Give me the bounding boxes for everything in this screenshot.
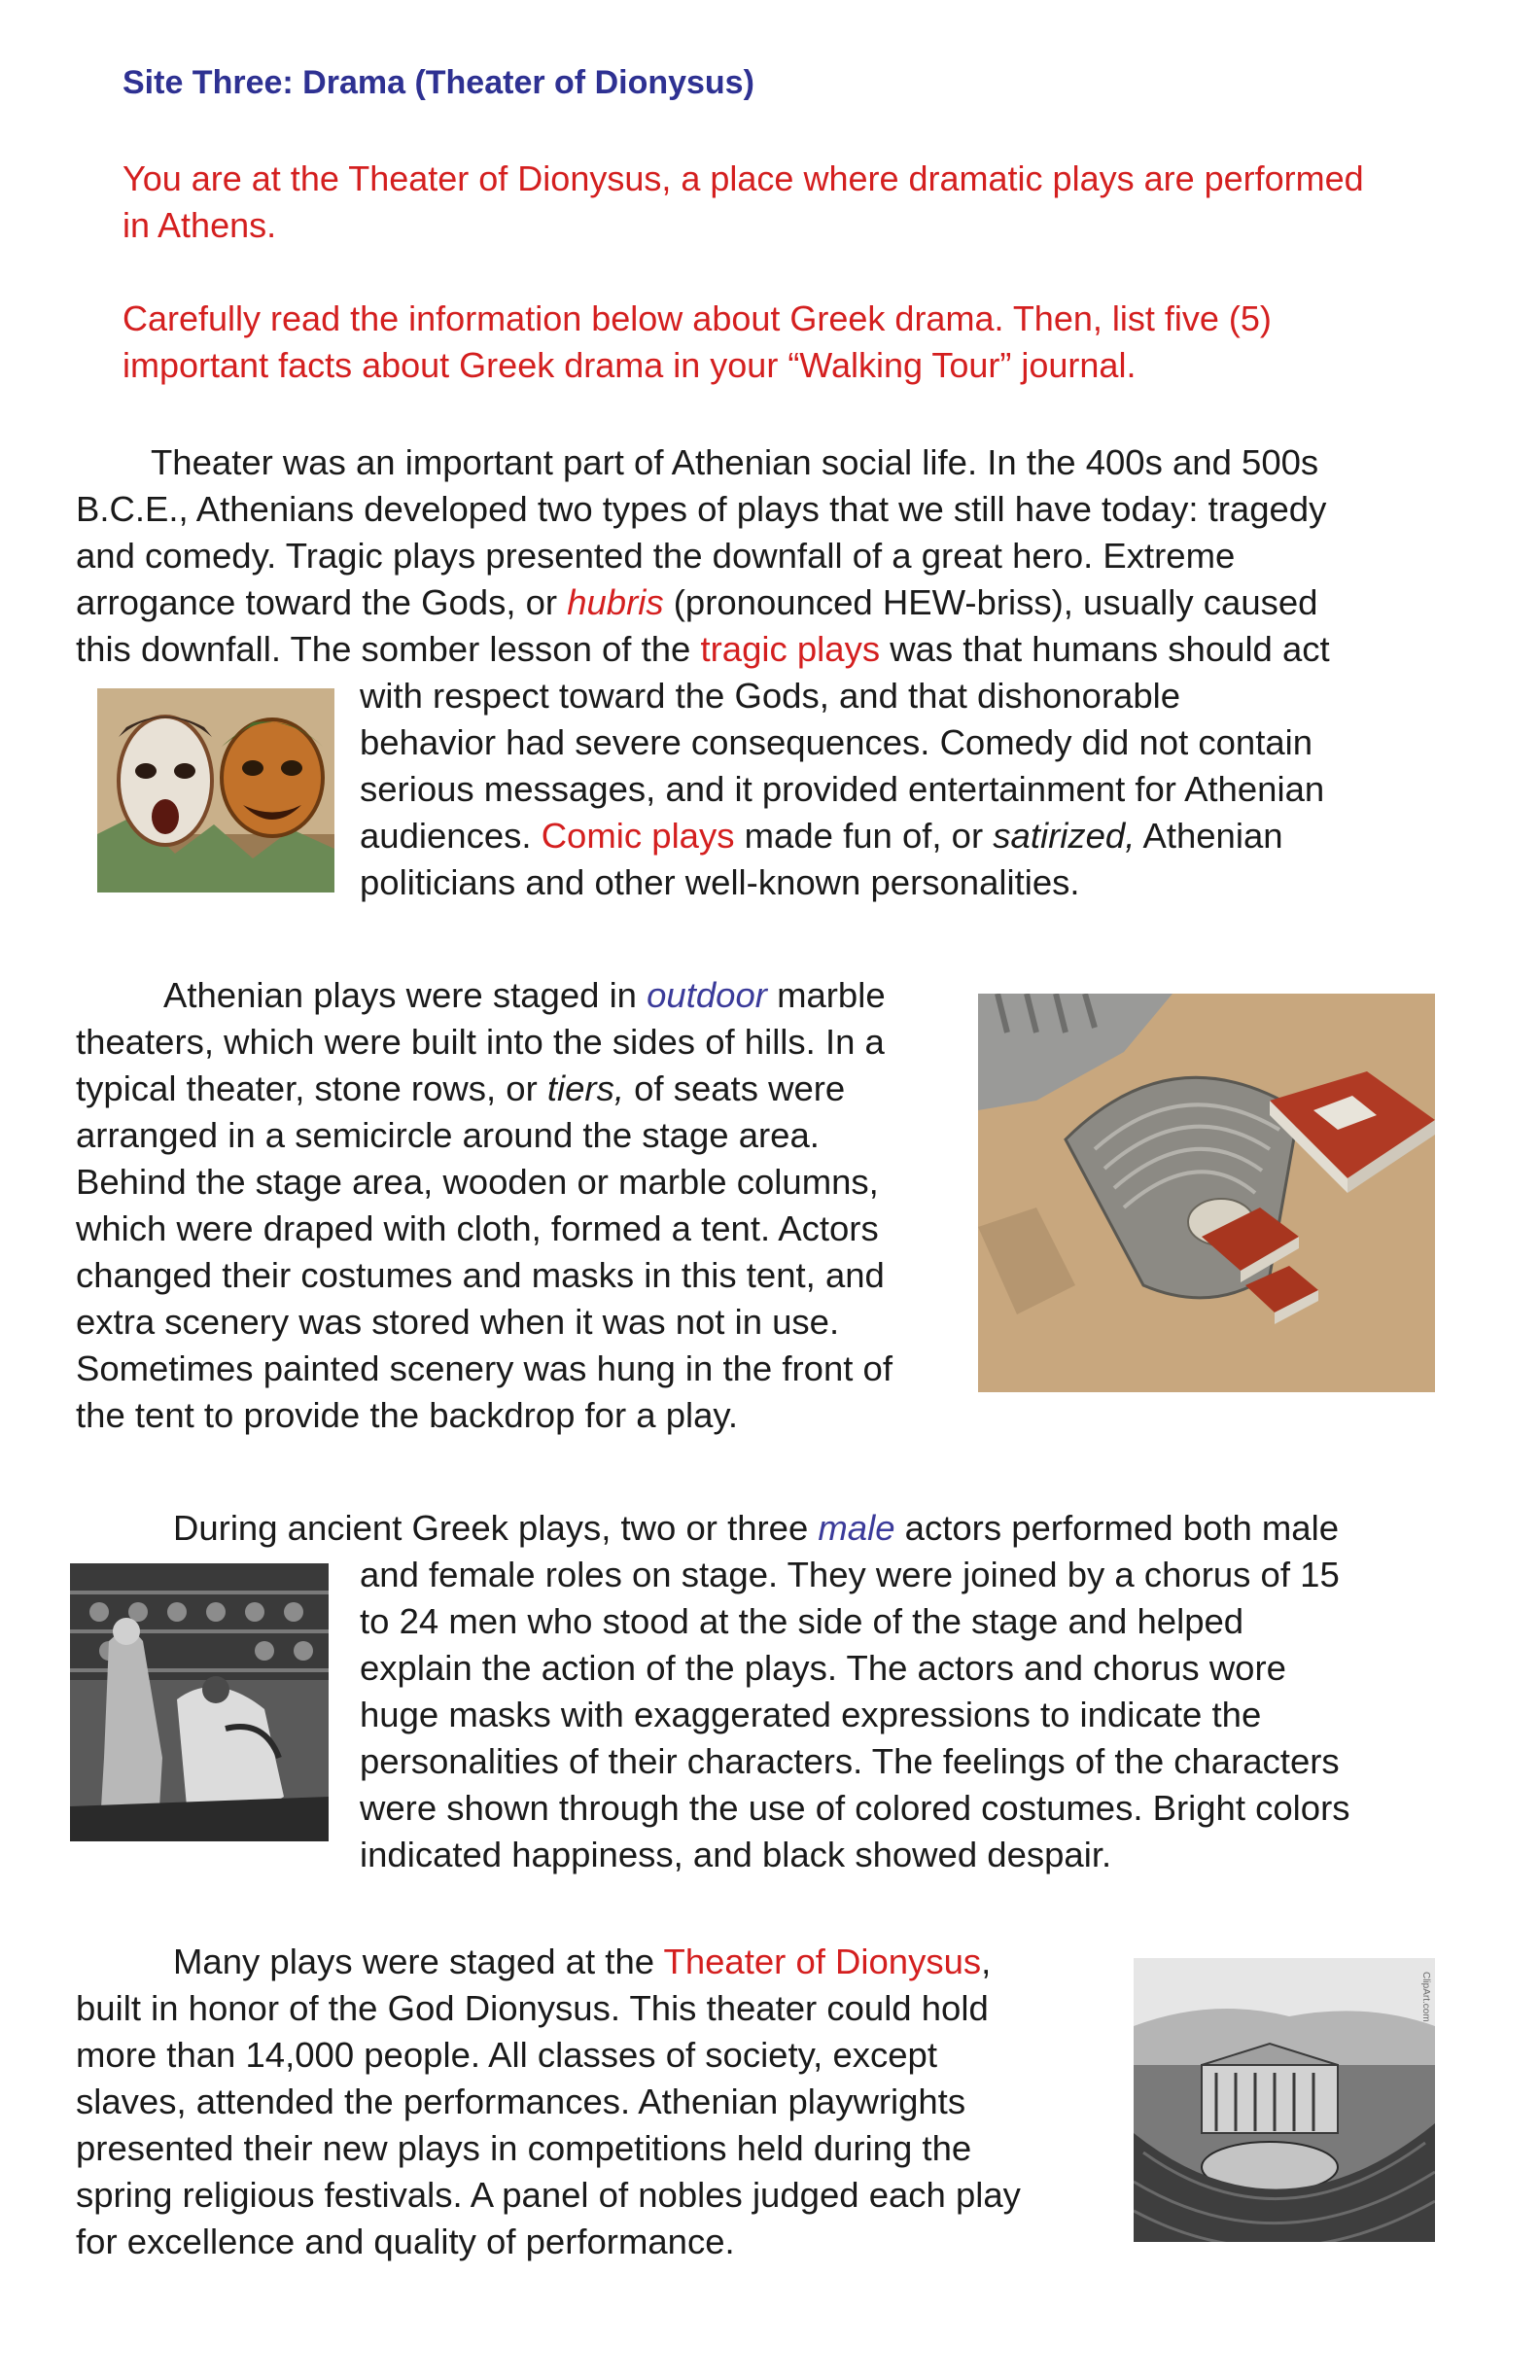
text-line: Athenian plays were staged in outdoor marble bbox=[163, 975, 886, 1015]
text-line: the tent to provide the backdrop for a play. bbox=[76, 1395, 739, 1435]
text-line: indicated happiness, and black showed despair. bbox=[360, 1835, 1112, 1874]
text-line: spring religious festivals. A panel of nobles judged each play bbox=[76, 2175, 1021, 2215]
text-line: for excellence and quality of performance. bbox=[76, 2222, 735, 2261]
text-line: theaters, which were built into the sides of hills. In a bbox=[76, 1022, 885, 1062]
text-line: huge masks with exaggerated expressions to indicate the bbox=[360, 1695, 1262, 1734]
text-line: extra scenery was stored when it was not in use. bbox=[76, 1302, 840, 1342]
text-line: Sometimes painted scenery was hung in the front of bbox=[76, 1348, 892, 1388]
text-line: with respect toward the Gods, and that dishonorable bbox=[360, 676, 1181, 716]
page-title: Site Three: Drama (Theater of Dionysus) bbox=[122, 64, 754, 101]
text-line: slaves, attended the performances. Athenian playwrights bbox=[76, 2082, 966, 2121]
text-line: behavior had severe consequences. Comedy did not contain bbox=[360, 722, 1313, 762]
text-line: Many plays were staged at the Theater of Dionysus, bbox=[173, 1942, 992, 1981]
text-line: arranged in a semicircle around the stage area. bbox=[76, 1115, 820, 1155]
text-line: presented their new plays in competitions held during the bbox=[76, 2128, 972, 2168]
task-instruction: Carefully read the information below about Greek drama. Then, list five (5) important facts about Greek drama in your “Walking Tour” journal. bbox=[122, 298, 1272, 385]
text-line: to 24 men who stood at the side of the stage and helped bbox=[360, 1601, 1244, 1641]
intro-instruction: You are at the Theater of Dionysus, a place where dramatic plays are performed in Athens. bbox=[122, 158, 1364, 245]
text-line: which were draped with cloth, formed a tent. Actors bbox=[76, 1208, 879, 1248]
text-line: this downfall. The somber lesson of the tragic plays was that humans should act bbox=[76, 629, 1330, 669]
text-line: Behind the stage area, wooden or marble columns, bbox=[76, 1162, 879, 1202]
theater-model-image bbox=[978, 994, 1435, 1392]
text-line: and female roles on stage. They were joined by a chorus of 15 bbox=[360, 1555, 1340, 1594]
text-line: more than 14,000 people. All classes of society, except bbox=[76, 2035, 937, 2075]
theater-masks-image bbox=[97, 688, 334, 892]
text-line: explain the action of the plays. The actors and chorus wore bbox=[360, 1648, 1286, 1688]
text-line: serious messages, and it provided entertainment for Athenian bbox=[360, 769, 1325, 809]
text-line: B.C.E., Athenians developed two types of plays that we still have today: tragedy bbox=[76, 489, 1327, 529]
term-tragic-plays: tragic plays bbox=[700, 629, 881, 669]
term-male: male bbox=[818, 1508, 895, 1548]
watermark-label: ClipArt.com bbox=[1420, 1972, 1431, 2022]
term-comic-plays: Comic plays bbox=[541, 816, 735, 856]
term-theater-of-dionysus: Theater of Dionysus bbox=[663, 1942, 982, 1981]
term-outdoor: outdoor bbox=[647, 975, 767, 1015]
text-line: were shown through the use of colored costumes. Bright colors bbox=[360, 1788, 1350, 1828]
term-hubris: hubris bbox=[567, 582, 664, 622]
text-line: changed their costumes and masks in this tent, and bbox=[76, 1255, 885, 1295]
text-line: audiences. Comic plays made fun of, or satirized, Athenian bbox=[360, 816, 1283, 856]
text-line: personalities of their characters. The feelings of the characters bbox=[360, 1741, 1340, 1781]
text-line: built in honor of the God Dionysus. This theater could hold bbox=[76, 1988, 989, 2028]
actors-engraving-image bbox=[70, 1563, 329, 1841]
text-line: politicians and other well-known personalities. bbox=[360, 862, 1080, 902]
dionysus-theater-engraving-image bbox=[1134, 1958, 1435, 2242]
text-line: Theater was an important part of Athenian social life. In the 400s and 500s bbox=[151, 442, 1319, 482]
text-line: During ancient Greek plays, two or three male actors performed both male bbox=[173, 1508, 1339, 1548]
text-line: arrogance toward the Gods, or hubris (pronounced HEW-briss), usually caused bbox=[76, 582, 1318, 622]
text-line: typical theater, stone rows, or tiers, of seats were bbox=[76, 1068, 846, 1108]
text-line: and comedy. Tragic plays presented the downfall of a great hero. Extreme bbox=[76, 536, 1236, 576]
